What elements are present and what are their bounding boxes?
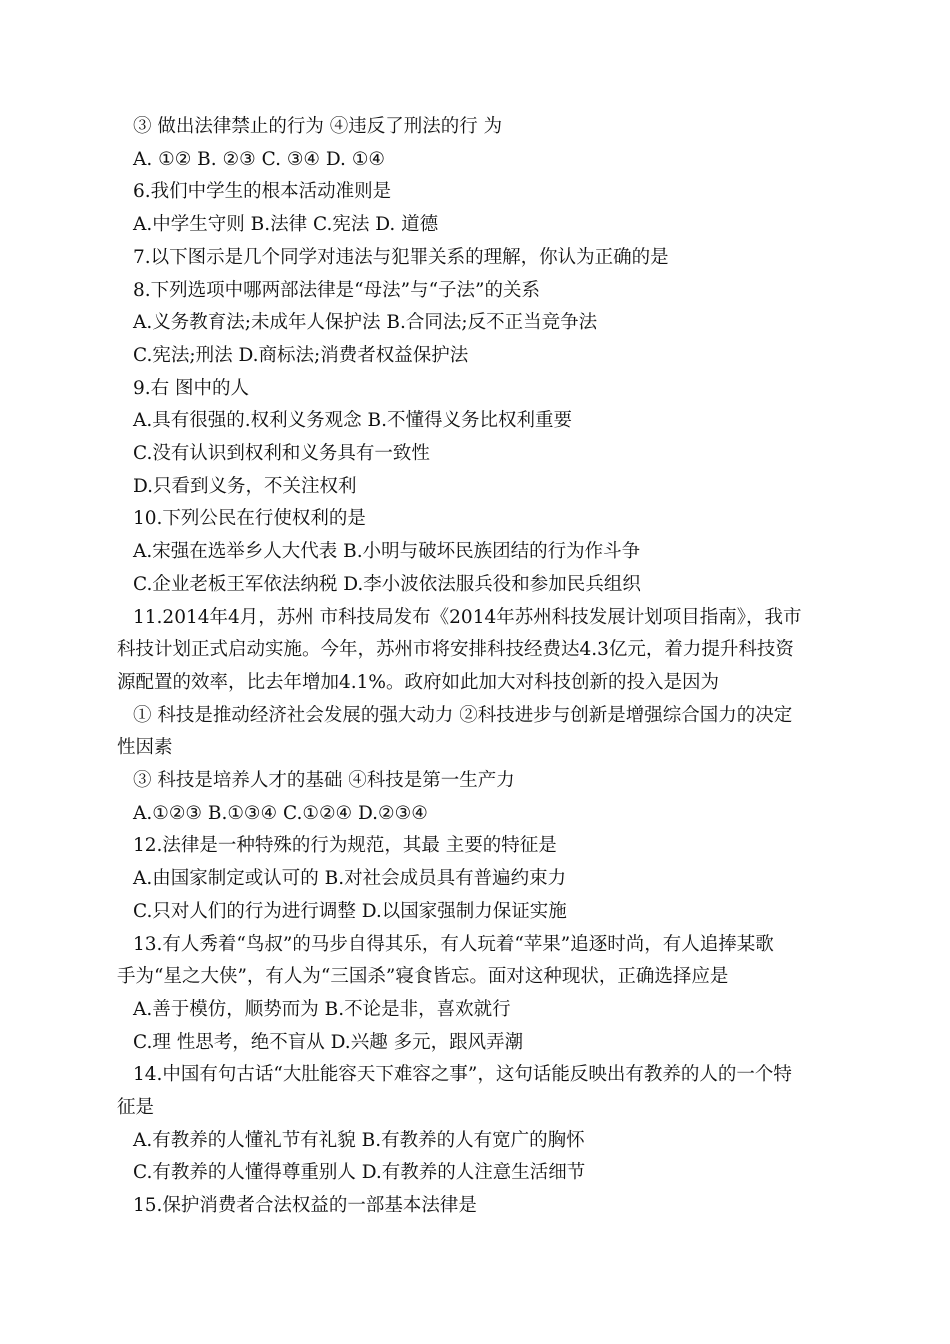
text-line: C.企业老板王军依法纳税 D.李小波依法服兵役和参加民兵组织	[133, 573, 641, 595]
text-line: 6.我们中学生的根本活动准则是	[133, 181, 392, 203]
text-line: 手为“星之大侠”，有人为“三国杀”寝食皆忘。面对这种现状，正确选择应是	[117, 966, 729, 988]
text-line: 科技计划正式启动实施。今年，苏州市将安排科技经费达4.3亿元，着力提升科技资	[117, 639, 794, 661]
text-line: A.中学生守则 B.法律 C.宪法 D. 道德	[133, 214, 439, 236]
text-line: 10.下列公民在行使权利的是	[133, 508, 366, 530]
text-line: C.有教养的人懂得尊重别人 D.有教养的人注意生活细节	[133, 1162, 586, 1184]
text-line: C.只对人们的行为进行调整 D.以国家强制力保证实施	[133, 900, 567, 922]
text-line: C.宪法;刑法 D.商标法;消费者权益保护法	[133, 344, 469, 366]
text-line: A.善于模仿，顺势而为 B.不论是非，喜欢就行	[133, 998, 511, 1020]
text-line: A. ①② B. ②③ C. ③④ D. ①④	[133, 148, 385, 170]
text-line: 源配置的效率，比去年增加4.1%。政府如此加大对科技创新的投入是因为	[117, 671, 720, 693]
text-line: A.义务教育法;未成年人保护法 B.合同法;反不正当竞争法	[133, 312, 598, 334]
text-line: C.没有认识到权利和义务具有一致性	[133, 443, 430, 464]
text-line: 9.右 图中的人	[133, 377, 250, 399]
text-line: A.宋强在选举乡人大代表 B.小明与破坏民族团结的行为作斗争	[133, 541, 641, 563]
text-line: D.只看到义务，不关注权利	[133, 475, 357, 497]
text-line: ③ 做出法律禁止的行为 ④违反了刑法的行 为	[133, 116, 503, 137]
text-line: A.①②③ B.①③④ C.①②④ D.②③④	[133, 802, 428, 824]
text-line: A.由国家制定或认可的 B.对社会成员具有普遍约束力	[133, 868, 567, 890]
text-line: 7.以下图示是几个同学对违法与犯罪关系的理解，你认为正确的是	[133, 246, 669, 268]
text-line: C.理 性思考，绝不盲从 D.兴趣 多元，跟风弄潮	[133, 1031, 524, 1053]
text-line: 12.法律是一种特殊的行为规范，其最 主要的特征是	[133, 835, 557, 857]
text-line: 11.2014年4月，苏州 市科技局发布《2014年苏州科技发展计划项目指南》，我市	[133, 606, 802, 628]
text-line: 8.下列选项中哪两部法律是“母法”与“子法”的关系	[133, 279, 540, 301]
text-line: 14.中国有句古话“大肚能容天下难容之事”，这句话能反映出有教养的人的一个特	[133, 1064, 792, 1086]
text-line: 征是	[117, 1097, 155, 1118]
text-line: ③ 科技是培养人才的基础 ④科技是第一生产力	[133, 770, 515, 791]
text-line: 13.有人秀着“鸟叔”的马步自得其乐，有人玩着“苹果”追逐时尚，有人追捧某歌	[133, 933, 774, 955]
text-line: A.有教养的人懂礼节有礼貌 B.有教养的人有宽广的胸怀	[133, 1129, 585, 1151]
text-line: 性因素	[117, 737, 173, 759]
text-line: ① 科技是推动经济社会发展的强大动力 ②科技进步与创新是增强综合国力的决定	[133, 704, 793, 726]
text-line: A.具有很强的.权利义务观念 B.不懂得义务比权利重要	[133, 410, 572, 432]
text-line: 15.保护消费者合法权益的一部基本法律是	[133, 1195, 477, 1217]
